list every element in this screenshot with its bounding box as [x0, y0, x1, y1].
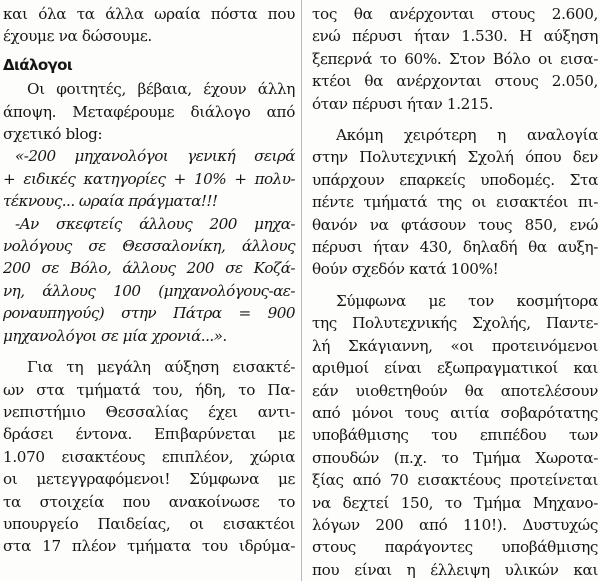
- text-line: άποψη. Μεταφέρουμε διάλογο από: [3, 102, 295, 121]
- text-line: υπουργείο Παιδείας, οι εισακτέοι: [3, 514, 295, 533]
- text-line: να δεχτεί 150, το Τμήμα Μηχανο-: [312, 493, 598, 512]
- text-line: από μόνοι τους αιτία σοβαρότατης: [312, 403, 598, 422]
- quote-block-1: [3, 145, 295, 212]
- text-line: Για τη μεγάλη αύξηση εισακτέ-: [27, 358, 295, 377]
- text-line: πέρυσι ήταν 430, δηλαδή θα αυξη-: [312, 238, 598, 257]
- text-line: αριθμοί είναι εξωπραγματικοί και: [312, 359, 598, 378]
- text-line: ων στα τμήματά του, ήδη, το Πα-: [3, 380, 295, 399]
- text-line: νη, άλλους 100 (μηχανολόγους-αε-: [3, 281, 295, 300]
- text-line: Οι φοιτητές, βέβαια, έχουν άλλη: [27, 80, 295, 99]
- text-line: 200 σε Βόλο, άλλους 200 σε Κοζά-: [3, 259, 295, 278]
- text-line: μηχανολόγοι σε μία χρονιά...».: [3, 326, 227, 345]
- text-line: σχετικό blog:: [3, 125, 103, 144]
- quote-block-2: [3, 213, 295, 347]
- text-line: υποβάθμισης του επιπέδου των: [312, 426, 598, 445]
- text-line: κτέοι θα ανέρχονται στους 2.050,: [312, 72, 598, 91]
- text-line: πέντε τμήματά της οι εισακτέοι πι-: [312, 193, 598, 212]
- text-line: σπουδών (π.χ. το Τμήμα Χωροτα-: [312, 448, 598, 467]
- text-line: στα 17 πλέον τμήματα του ιδρύμα-: [3, 537, 295, 556]
- paragraph-blog-intro: [3, 78, 295, 145]
- paragraph-dean-quote: [312, 290, 598, 581]
- text-line: θούν σχεδόν κατά 100%!: [312, 260, 499, 279]
- text-line: ξίας από 70 εισακτέους προτείνεται: [312, 471, 598, 490]
- paragraph-gap: [312, 281, 598, 290]
- paragraph-gap: [3, 347, 295, 356]
- text-line: στην Πολυτεχνική Σχολή όπου δεν: [312, 148, 598, 167]
- text-line: Ακόμη χειρότερη η αναλογία: [336, 126, 598, 145]
- text-line: όταν πέρυσι ήταν 1.215.: [312, 94, 494, 113]
- text-line: της Πολυτεχνικής Σχολής, Παντε-: [312, 314, 598, 333]
- text-line: -Αν σκεφτείς άλλους 200 μηχα-: [15, 214, 295, 233]
- text-line: + ειδικές κατηγορίες + 10% + πολυ-: [3, 169, 295, 188]
- text-line: τα στοιχεία που ανακοίνωσε το: [3, 492, 295, 511]
- text-line: λόγων 200 από 110!). Δυστυχώς: [312, 515, 598, 534]
- text-line: λή Σκάγιαννη, «οι προτεινόμενοι: [312, 336, 598, 355]
- text-line: τος θα ανέρχονται στους 2.600,: [312, 5, 598, 23]
- text-line: ενώ πέρυσι ήταν 1.530. Η αύξηση: [312, 27, 598, 46]
- text-line: οι μετεγγραφόμενοι! Σύμφωνα με: [3, 470, 295, 489]
- text-line: έχουμε να δώσουμε.: [3, 27, 152, 46]
- paragraph-university-reaction: [3, 356, 295, 558]
- text-line: νεπιστήμιο Θεσσαλίας έχει αντι-: [3, 402, 295, 421]
- text-line: και όλα τα άλλα ωραία πόστα που: [3, 5, 295, 23]
- text-line: Σύμφωνα με τον κοσμήτορα: [336, 291, 598, 310]
- text-line: στους παράγοντες υποβάθμισης: [312, 538, 598, 557]
- text-line: 1.070 εισακτέους επιπλέον, χώρια: [3, 447, 295, 466]
- text-line: νολόγους σε Θεσσαλονίκη, άλλους: [3, 237, 295, 256]
- text-line: ξεπερνά το 60%. Στον Βόλο οι εισα-: [312, 49, 598, 68]
- column-divider: [301, 0, 302, 581]
- text-line: δράσει έντονα. Επιβαρύνεται με: [3, 425, 295, 444]
- text-line: εάν υιοθετηθούν θα αποτελέσουν: [312, 381, 598, 400]
- text-line: που είναι η έλλειψη υλικών και: [312, 560, 598, 579]
- right-column: [312, 3, 598, 581]
- text-line: τέκνους... ωραία πράγματα!!!: [3, 192, 218, 211]
- text-line: υπάρχουν επαρκείς υποδομές. Στα: [312, 170, 598, 189]
- text-line: ροναυπηγούς) στην Πάτρα = 900: [3, 304, 295, 323]
- paragraph-volos-figures: [312, 3, 598, 115]
- subheading: Διάλογοι: [3, 55, 73, 74]
- left-column: [3, 3, 295, 558]
- paragraph-polytechnic: [312, 124, 598, 281]
- paragraph-gap: [312, 115, 598, 124]
- intro-paragraph: [3, 3, 295, 48]
- text-line: θανόν να φτάσουν τους 850, ενώ: [312, 215, 598, 234]
- text-line: «-200 μηχανολόγοι γενική σειρά: [15, 147, 295, 166]
